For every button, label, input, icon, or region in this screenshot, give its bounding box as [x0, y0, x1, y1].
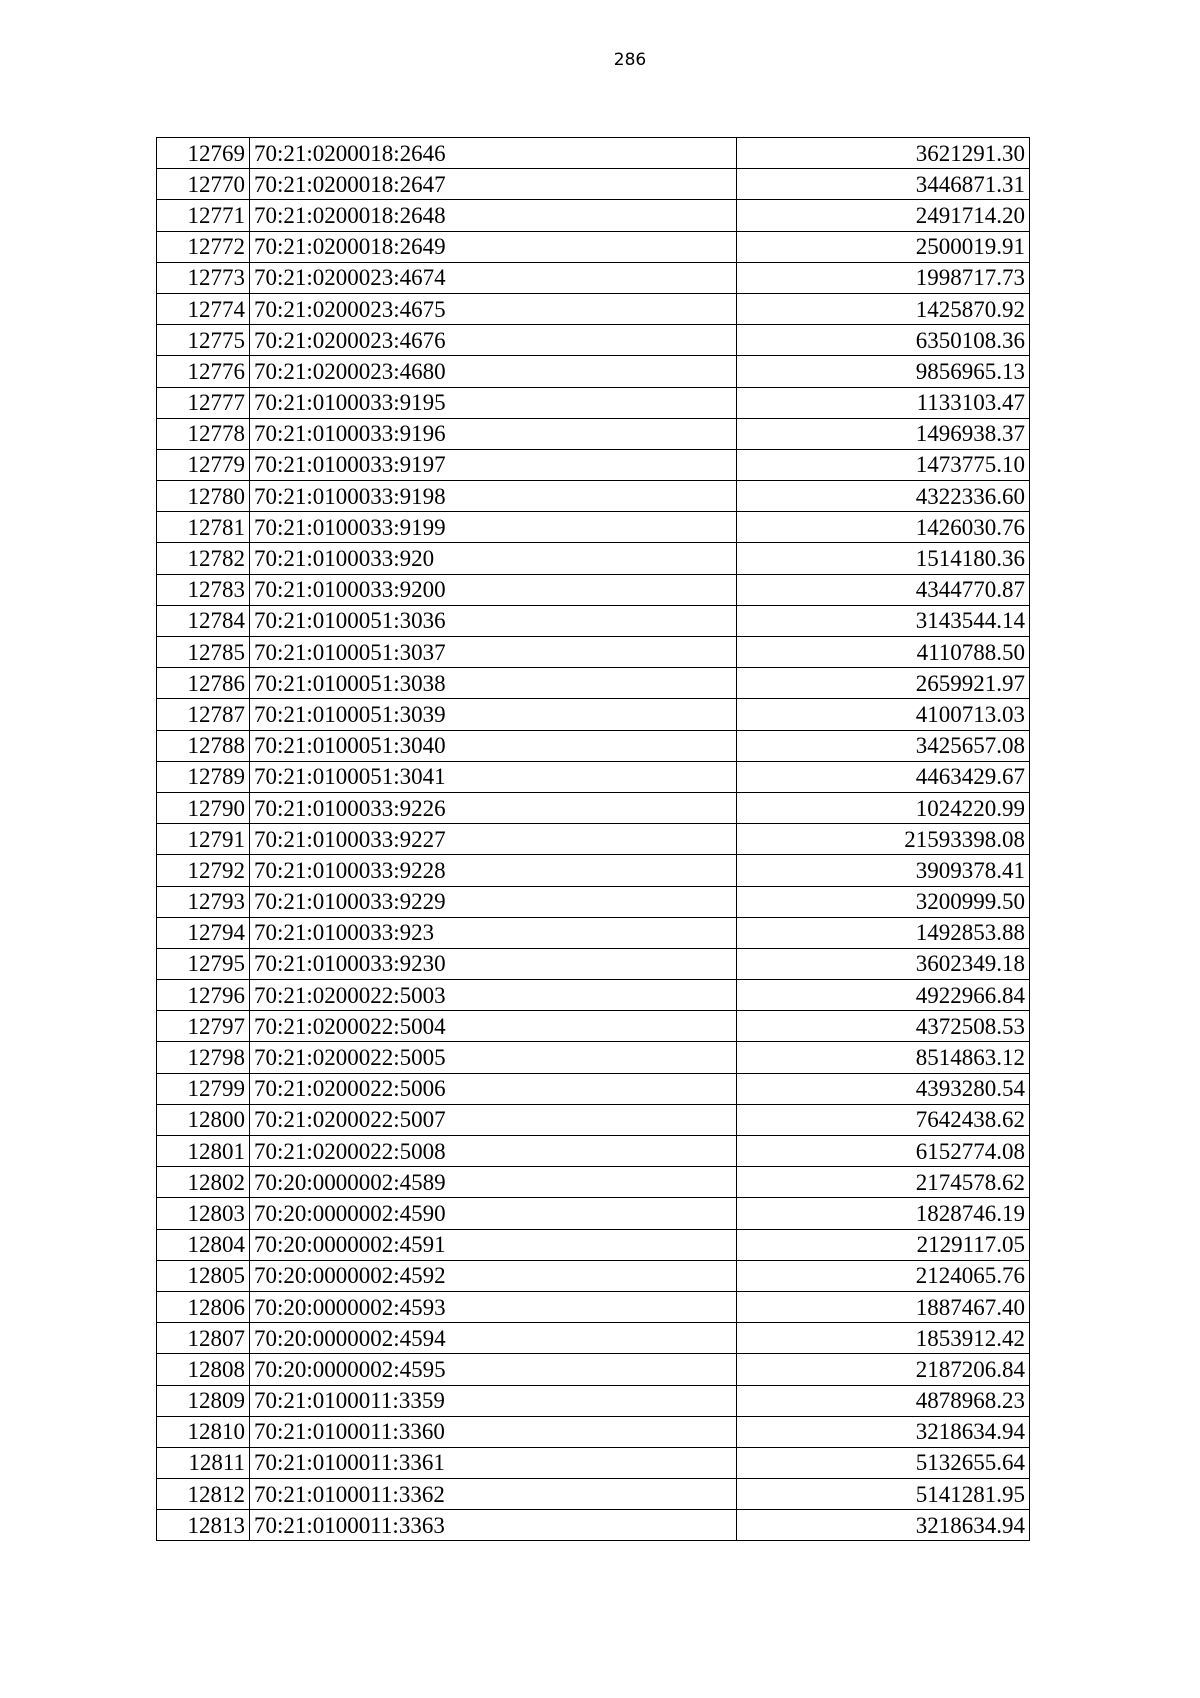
table-row	[157, 231, 1030, 262]
row-number-cell: 12798	[157, 1042, 250, 1073]
row-number-cell: 12786	[157, 668, 250, 699]
table-row	[157, 418, 1030, 449]
row-number-cell: 12783	[157, 574, 250, 605]
value-cell: 5141281.95	[737, 1479, 1030, 1510]
row-number-cell: 12795	[157, 948, 250, 979]
cadastral-number-cell: 70:21:0100033:9200	[250, 574, 737, 605]
cadastral-number-cell: 70:21:0100033:9229	[250, 886, 737, 917]
page-number: 286	[613, 50, 647, 70]
value-cell: 2124065.76	[737, 1260, 1030, 1291]
cadastral-number-cell: 70:21:0100051:3039	[250, 699, 737, 730]
cadastral-number-cell: 70:21:0100011:3361	[250, 1447, 737, 1478]
row-number-cell: 12807	[157, 1323, 250, 1354]
table-row	[157, 1042, 1030, 1073]
value-cell: 1425870.92	[737, 293, 1030, 324]
row-number-cell: 12788	[157, 730, 250, 761]
value-cell: 3446871.31	[737, 169, 1030, 200]
cadastral-number-cell: 70:21:0100033:9196	[250, 418, 737, 449]
row-number-cell: 12792	[157, 855, 250, 886]
table-row	[157, 917, 1030, 948]
row-number-cell: 12775	[157, 325, 250, 356]
table-row	[157, 1136, 1030, 1167]
cadastral-number-cell: 70:21:0100033:923	[250, 917, 737, 948]
table-row	[157, 1385, 1030, 1416]
cadastral-number-cell: 70:21:0100033:9230	[250, 948, 737, 979]
table-row	[157, 855, 1030, 886]
table-row	[157, 792, 1030, 823]
cadastral-number-cell: 70:21:0100033:9197	[250, 449, 737, 480]
row-number-cell: 12801	[157, 1136, 250, 1167]
table-row	[157, 1198, 1030, 1229]
value-cell: 1024220.99	[737, 792, 1030, 823]
cadastral-number-cell: 70:21:0100033:9198	[250, 481, 737, 512]
table-row	[157, 574, 1030, 605]
table-row	[157, 1447, 1030, 1478]
row-number-cell: 12803	[157, 1198, 250, 1229]
row-number-cell: 12779	[157, 449, 250, 480]
table-row	[157, 1510, 1030, 1541]
table-row	[157, 886, 1030, 917]
table-row	[157, 512, 1030, 543]
row-number-cell: 12784	[157, 605, 250, 636]
value-cell: 3200999.50	[737, 886, 1030, 917]
value-cell: 4922966.84	[737, 980, 1030, 1011]
row-number-cell: 12769	[157, 138, 250, 169]
cadastral-number-cell: 70:21:0200022:5005	[250, 1042, 737, 1073]
table-row	[157, 356, 1030, 387]
table-row	[157, 449, 1030, 480]
row-number-cell: 12772	[157, 231, 250, 262]
table-row	[157, 293, 1030, 324]
table-row	[157, 761, 1030, 792]
cadastral-number-cell: 70:21:0100011:3360	[250, 1416, 737, 1447]
row-number-cell: 12797	[157, 1011, 250, 1042]
cadastral-number-cell: 70:21:0100033:9226	[250, 792, 737, 823]
table-row	[157, 948, 1030, 979]
table-row	[157, 1260, 1030, 1291]
row-number-cell: 12770	[157, 169, 250, 200]
cadastral-number-cell: 70:21:0100033:9195	[250, 387, 737, 418]
value-cell: 4372508.53	[737, 1011, 1030, 1042]
cadastral-number-cell: 70:21:0100033:920	[250, 543, 737, 574]
value-cell: 1473775.10	[737, 449, 1030, 480]
row-number-cell: 12799	[157, 1073, 250, 1104]
value-cell: 1853912.42	[737, 1323, 1030, 1354]
cadastral-number-cell: 70:21:0100051:3040	[250, 730, 737, 761]
value-cell: 1426030.76	[737, 512, 1030, 543]
table-row	[157, 1167, 1030, 1198]
row-number-cell: 12774	[157, 293, 250, 324]
value-cell: 2129117.05	[737, 1229, 1030, 1260]
cadastral-number-cell: 70:20:0000002:4589	[250, 1167, 737, 1198]
row-number-cell: 12794	[157, 917, 250, 948]
cadastral-number-cell: 70:21:0200023:4676	[250, 325, 737, 356]
row-number-cell: 12776	[157, 356, 250, 387]
value-cell: 4878968.23	[737, 1385, 1030, 1416]
cadastral-number-cell: 70:20:0000002:4590	[250, 1198, 737, 1229]
value-cell: 2500019.91	[737, 231, 1030, 262]
cadastral-number-cell: 70:21:0200018:2649	[250, 231, 737, 262]
cadastral-number-cell: 70:21:0200023:4675	[250, 293, 737, 324]
value-cell: 1496938.37	[737, 418, 1030, 449]
value-cell: 8514863.12	[737, 1042, 1030, 1073]
value-cell: 4393280.54	[737, 1073, 1030, 1104]
row-number-cell: 12809	[157, 1385, 250, 1416]
table-row	[157, 1323, 1030, 1354]
cadastral-number-cell: 70:21:0200022:5003	[250, 980, 737, 1011]
cadastral-number-cell: 70:21:0200022:5008	[250, 1136, 737, 1167]
value-cell: 4100713.03	[737, 699, 1030, 730]
value-cell: 3425657.08	[737, 730, 1030, 761]
table-row	[157, 1291, 1030, 1322]
row-number-cell: 12806	[157, 1291, 250, 1322]
row-number-cell: 12812	[157, 1479, 250, 1510]
cadastral-number-cell: 70:21:0100033:9199	[250, 512, 737, 543]
row-number-cell: 12805	[157, 1260, 250, 1291]
table-row	[157, 138, 1030, 169]
value-cell: 1998717.73	[737, 262, 1030, 293]
row-number-cell: 12785	[157, 637, 250, 668]
table-row	[157, 543, 1030, 574]
row-number-cell: 12789	[157, 761, 250, 792]
table-row	[157, 605, 1030, 636]
table-row	[157, 387, 1030, 418]
cadastral-number-cell: 70:21:0100011:3363	[250, 1510, 737, 1541]
cadastral-number-cell: 70:21:0200023:4680	[250, 356, 737, 387]
cadastral-number-cell: 70:21:0200018:2646	[250, 138, 737, 169]
row-number-cell: 12800	[157, 1104, 250, 1135]
cadastral-number-cell: 70:21:0200018:2647	[250, 169, 737, 200]
value-cell: 3218634.94	[737, 1510, 1030, 1541]
cadastral-number-cell: 70:21:0200018:2648	[250, 200, 737, 231]
row-number-cell: 12781	[157, 512, 250, 543]
row-number-cell: 12811	[157, 1447, 250, 1478]
table-row	[157, 730, 1030, 761]
row-number-cell: 12813	[157, 1510, 250, 1541]
value-cell: 3602349.18	[737, 948, 1030, 979]
cadastral-number-cell: 70:21:0100033:9227	[250, 824, 737, 855]
table-row	[157, 200, 1030, 231]
value-cell: 4322336.60	[737, 481, 1030, 512]
row-number-cell: 12793	[157, 886, 250, 917]
value-cell: 4344770.87	[737, 574, 1030, 605]
row-number-cell: 12777	[157, 387, 250, 418]
table-body	[157, 138, 1030, 1541]
row-number-cell: 12804	[157, 1229, 250, 1260]
cadastral-number-cell: 70:20:0000002:4593	[250, 1291, 737, 1322]
value-cell: 2659921.97	[737, 668, 1030, 699]
table-row	[157, 1104, 1030, 1135]
value-cell: 6350108.36	[737, 325, 1030, 356]
table-row	[157, 824, 1030, 855]
table-row	[157, 1479, 1030, 1510]
table-row	[157, 1354, 1030, 1385]
row-number-cell: 12787	[157, 699, 250, 730]
cadastral-number-cell: 70:21:0200022:5006	[250, 1073, 737, 1104]
table-row	[157, 169, 1030, 200]
cadastral-number-cell: 70:21:0100051:3036	[250, 605, 737, 636]
table-row	[157, 481, 1030, 512]
value-cell: 2174578.62	[737, 1167, 1030, 1198]
value-cell: 1887467.40	[737, 1291, 1030, 1322]
cadastral-number-cell: 70:21:0200022:5004	[250, 1011, 737, 1042]
cadastral-number-cell: 70:21:0100051:3038	[250, 668, 737, 699]
cadastral-number-cell: 70:21:0200023:4674	[250, 262, 737, 293]
row-number-cell: 12802	[157, 1167, 250, 1198]
value-cell: 7642438.62	[737, 1104, 1030, 1135]
cadastral-number-cell: 70:21:0100051:3037	[250, 637, 737, 668]
value-cell: 4463429.67	[737, 761, 1030, 792]
value-cell: 1492853.88	[737, 917, 1030, 948]
value-cell: 9856965.13	[737, 356, 1030, 387]
value-cell: 4110788.50	[737, 637, 1030, 668]
row-number-cell: 12810	[157, 1416, 250, 1447]
cadastral-number-cell: 70:21:0100011:3362	[250, 1479, 737, 1510]
value-cell: 3909378.41	[737, 855, 1030, 886]
value-cell: 6152774.08	[737, 1136, 1030, 1167]
row-number-cell: 12791	[157, 824, 250, 855]
value-cell: 3621291.30	[737, 138, 1030, 169]
table-row	[157, 1073, 1030, 1104]
cadastral-number-cell: 70:21:0200022:5007	[250, 1104, 737, 1135]
cadastral-number-cell: 70:20:0000002:4591	[250, 1229, 737, 1260]
row-number-cell: 12790	[157, 792, 250, 823]
table-row	[157, 637, 1030, 668]
value-cell: 3143544.14	[737, 605, 1030, 636]
value-cell: 1133103.47	[737, 387, 1030, 418]
value-cell: 1828746.19	[737, 1198, 1030, 1229]
cadastral-number-cell: 70:20:0000002:4594	[250, 1323, 737, 1354]
table-row	[157, 1011, 1030, 1042]
table-row	[157, 325, 1030, 356]
cadastral-number-cell: 70:21:0100051:3041	[250, 761, 737, 792]
cadastral-number-cell: 70:21:0100033:9228	[250, 855, 737, 886]
value-cell: 3218634.94	[737, 1416, 1030, 1447]
table-row	[157, 668, 1030, 699]
cadastral-value-table	[156, 137, 1030, 1541]
row-number-cell: 12796	[157, 980, 250, 1011]
value-cell: 2187206.84	[737, 1354, 1030, 1385]
table-row	[157, 699, 1030, 730]
row-number-cell: 12771	[157, 200, 250, 231]
table-row	[157, 980, 1030, 1011]
value-cell: 21593398.08	[737, 824, 1030, 855]
cadastral-number-cell: 70:20:0000002:4595	[250, 1354, 737, 1385]
cadastral-number-cell: 70:20:0000002:4592	[250, 1260, 737, 1291]
row-number-cell: 12778	[157, 418, 250, 449]
row-number-cell: 12782	[157, 543, 250, 574]
row-number-cell: 12780	[157, 481, 250, 512]
value-cell: 5132655.64	[737, 1447, 1030, 1478]
cadastral-number-cell: 70:21:0100011:3359	[250, 1385, 737, 1416]
value-cell: 1514180.36	[737, 543, 1030, 574]
table-row	[157, 262, 1030, 293]
row-number-cell: 12773	[157, 262, 250, 293]
table-row	[157, 1229, 1030, 1260]
row-number-cell: 12808	[157, 1354, 250, 1385]
table-row	[157, 1416, 1030, 1447]
value-cell: 2491714.20	[737, 200, 1030, 231]
